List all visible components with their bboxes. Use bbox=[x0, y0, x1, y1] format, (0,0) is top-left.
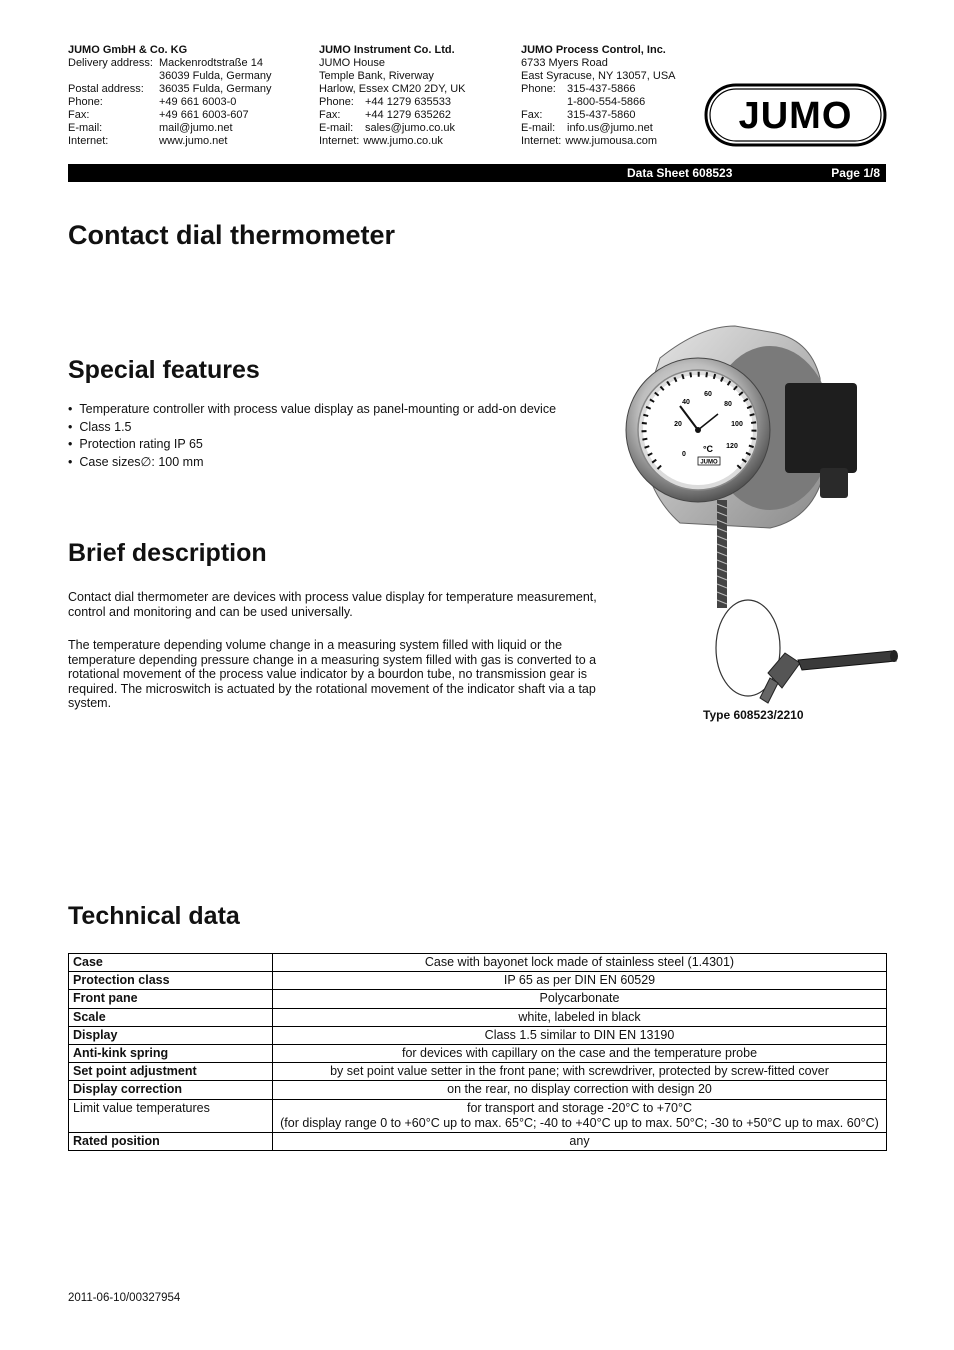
website: www.jumo.net bbox=[159, 135, 228, 147]
table-row bbox=[69, 1045, 887, 1063]
row-label: Anti-kink spring bbox=[69, 1045, 273, 1063]
image-caption: Type 608523/2210 bbox=[703, 708, 804, 722]
address-line: Temple Bank, Riverway bbox=[319, 70, 434, 82]
table-row bbox=[69, 1081, 887, 1099]
fax-label: Fax: bbox=[521, 109, 543, 121]
row-value: Polycarbonate bbox=[273, 990, 887, 1008]
description-paragraph: The temperature depending volume change in a measuring system filled with liquid or the temperature depending pressure change in a measuring system filled with gas is converted to a rotational movement of the process value indicator by a bourdon tube, no transmission gear is required. The microswitch is actuated by the rotational movement of the indicator shaft via a tap system. bbox=[68, 638, 597, 711]
row-value-line: (for display range 0 to +60°C up to max. 65°C; -40 to +40°C up to max. 50°C; -30 to +50°C up to max. 60°C) bbox=[280, 1115, 879, 1130]
row-value: by set point value setter in the front pane; with screwdriver, protected by screw-fitted cover bbox=[273, 1063, 887, 1081]
address-block-usa bbox=[521, 44, 676, 148]
internet-label: Internet: bbox=[521, 135, 562, 147]
row-value: on the rear, no display correction with design 20 bbox=[273, 1081, 887, 1099]
dial-label: 20 bbox=[674, 421, 682, 428]
phone-label: Phone: bbox=[521, 83, 556, 95]
email-label: E-mail: bbox=[319, 122, 354, 134]
dial-label: 120 bbox=[726, 443, 738, 450]
dial-brand: JUMO bbox=[700, 459, 718, 466]
delivery-label: Delivery address: bbox=[68, 57, 153, 69]
phone-number: 315-437-5866 bbox=[567, 83, 636, 95]
delivery-city: 36039 Fulda, Germany bbox=[159, 70, 272, 82]
row-label: Limit value temperatures bbox=[69, 1099, 273, 1132]
page-title: Contact dial thermometer bbox=[68, 220, 396, 250]
phone-number: +49 661 6003-0 bbox=[159, 96, 237, 108]
row-label: Case bbox=[69, 954, 273, 972]
features-list bbox=[68, 401, 556, 471]
dial-label: 60 bbox=[704, 391, 712, 398]
phone-label: Phone: bbox=[319, 96, 354, 108]
email-label: E-mail: bbox=[521, 122, 556, 134]
row-value bbox=[273, 1099, 887, 1132]
address-block-germany bbox=[68, 44, 272, 148]
address-line: JUMO House bbox=[319, 57, 386, 69]
table-row bbox=[69, 1026, 887, 1044]
logo-text: JUMO bbox=[738, 95, 853, 137]
address-line: Harlow, Essex CM20 2DY, UK bbox=[319, 83, 466, 95]
table-row bbox=[69, 972, 887, 990]
company-name: JUMO Instrument Co. Ltd. bbox=[319, 44, 455, 56]
address-line: 6733 Myers Road bbox=[521, 57, 608, 69]
dial-label: 100 bbox=[731, 421, 743, 428]
row-label: Front pane bbox=[69, 990, 273, 1008]
document-footer: 2011-06-10/00327954 bbox=[68, 1292, 181, 1304]
postal-address: 36035 Fulda, Germany bbox=[159, 83, 272, 95]
company-name: JUMO Process Control, Inc. bbox=[521, 44, 666, 56]
row-label: Protection class bbox=[69, 972, 273, 990]
postal-label: Postal address: bbox=[68, 83, 144, 95]
company-name: JUMO GmbH & Co. KG bbox=[68, 44, 188, 56]
data-sheet-bar bbox=[68, 164, 886, 182]
page-number: Page 1/8 bbox=[831, 166, 880, 180]
technical-data-table bbox=[68, 953, 887, 1151]
fax-number: +49 661 6003-607 bbox=[159, 109, 249, 121]
row-label: Display bbox=[69, 1026, 273, 1044]
row-label: Display correction bbox=[69, 1081, 273, 1099]
row-value: Case with bayonet lock made of stainless steel (1.4301) bbox=[273, 954, 887, 972]
section-heading-technical-data: Technical data bbox=[68, 902, 240, 930]
email-label: E-mail: bbox=[68, 122, 103, 134]
dial-unit: °C bbox=[702, 444, 714, 454]
row-value: white, labeled in black bbox=[273, 1008, 887, 1026]
jumo-logo bbox=[704, 83, 887, 147]
dial-label: 0 bbox=[682, 451, 686, 458]
internet-label: Internet: bbox=[319, 135, 360, 147]
table-row bbox=[69, 990, 887, 1008]
dial-label: 80 bbox=[724, 401, 732, 408]
email-address: info.us@jumo.net bbox=[567, 122, 653, 134]
section-heading-special-features: Special features bbox=[68, 356, 260, 384]
internet-label: Internet: bbox=[68, 135, 109, 147]
fax-number: 315-437-5860 bbox=[567, 109, 636, 121]
table-row bbox=[69, 1063, 887, 1081]
description-paragraph: Contact dial thermometer are devices with process value display for temperature measurement, control and monitoring and can be used universally. bbox=[68, 590, 597, 619]
section-heading-brief-description: Brief description bbox=[68, 539, 267, 567]
email-address: sales@jumo.co.uk bbox=[365, 122, 456, 134]
fax-label: Fax: bbox=[319, 109, 341, 121]
website: www.jumo.co.uk bbox=[363, 135, 443, 147]
product-image bbox=[620, 318, 920, 708]
list-item: • Case sizes∅: 100 mm bbox=[68, 454, 556, 472]
table-row bbox=[69, 1008, 887, 1026]
list-item: • Class 1.5 bbox=[68, 419, 556, 437]
address-block-uk bbox=[319, 44, 466, 148]
row-label: Rated position bbox=[69, 1133, 273, 1151]
table-row bbox=[69, 954, 887, 972]
phone-label: Phone: bbox=[68, 96, 103, 108]
dial-label: 40 bbox=[682, 399, 690, 406]
phone-number: +44 1279 635533 bbox=[365, 96, 451, 108]
fax-number: +44 1279 635262 bbox=[365, 109, 451, 121]
row-label: Scale bbox=[69, 1008, 273, 1026]
row-value: for devices with capillary on the case and the temperature probe bbox=[273, 1045, 887, 1063]
address-line: East Syracuse, NY 13057, USA bbox=[521, 70, 676, 82]
row-value: any bbox=[273, 1133, 887, 1151]
list-item: • Protection rating IP 65 bbox=[68, 436, 556, 454]
data-sheet-number: Data Sheet 608523 bbox=[627, 166, 733, 180]
row-value: IP 65 as per DIN EN 60529 bbox=[273, 972, 887, 990]
table-row bbox=[69, 1099, 887, 1132]
row-value: Class 1.5 similar to DIN EN 13190 bbox=[273, 1026, 887, 1044]
row-value-line: for transport and storage -20°C to +70°C bbox=[466, 1100, 693, 1115]
row-label: Set point adjustment bbox=[69, 1063, 273, 1081]
phone-number-tollfree: 1-800-554-5866 bbox=[567, 96, 646, 108]
fax-label: Fax: bbox=[68, 109, 90, 121]
website: www.jumousa.com bbox=[565, 135, 658, 147]
delivery-address: Mackenrodtstraße 14 bbox=[159, 57, 263, 69]
email-address: mail@jumo.net bbox=[159, 122, 233, 134]
table-row bbox=[69, 1133, 887, 1151]
list-item: • Temperature controller with process value display as panel-mounting or add-on device bbox=[68, 401, 556, 419]
